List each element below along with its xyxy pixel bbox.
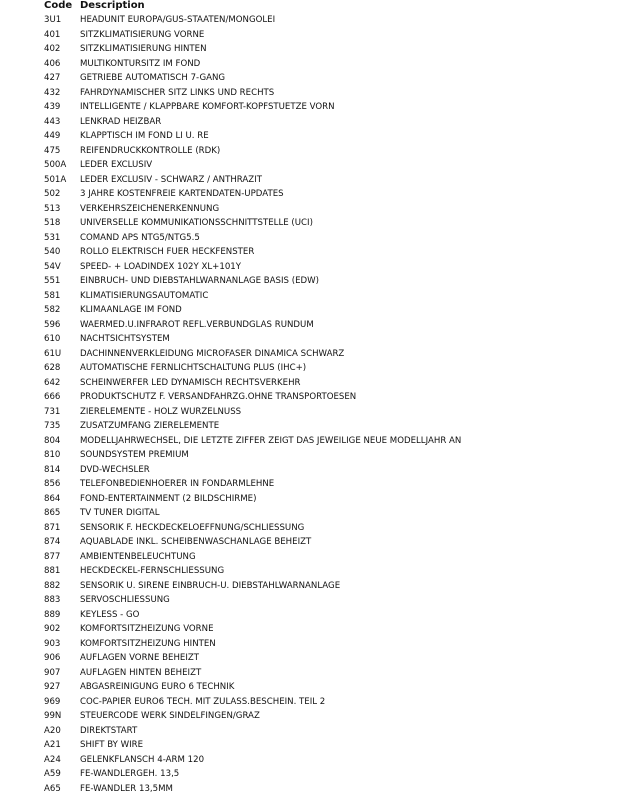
table-row: [44, 274, 604, 289]
table-row: [44, 593, 604, 608]
option-code: 531: [44, 232, 61, 243]
table-row: [44, 695, 604, 710]
header-code: Code: [44, 0, 73, 11]
option-description: NACHTSICHTSYSTEM: [80, 334, 170, 345]
option-code: 927: [44, 682, 61, 693]
table-row: [44, 144, 604, 159]
option-description: COMAND APS NTG5/NTG5.5: [80, 232, 200, 243]
option-description: AUTOMATISCHE FERNLICHTSCHALTUNG PLUS (IHC+): [80, 363, 307, 374]
table-header: [44, 0, 604, 13]
table-row: [44, 376, 604, 391]
option-code: 882: [44, 580, 61, 591]
option-description: LEDER EXCLUSIV - SCHWARZ / ANTHRAZIT: [80, 174, 262, 185]
table-row: [44, 651, 604, 666]
table-row: [44, 767, 604, 782]
option-code: 642: [44, 377, 61, 388]
option-description: INTELLIGENTE / KLAPPBARE KOMFORT-KOPFSTUETZE VORN: [80, 102, 335, 113]
option-code: 814: [44, 464, 61, 475]
table-row: [44, 709, 604, 724]
option-description: TELEFONBEDIENHOERER IN FONDARMLEHNE: [80, 479, 275, 490]
table-row: [44, 405, 604, 420]
option-description: DIREKTSTART: [80, 725, 138, 736]
option-code: A65: [44, 783, 61, 794]
option-description: GELENKFLANSCH 4-ARM 120: [80, 754, 205, 765]
option-code: 864: [44, 493, 61, 504]
table-row: [44, 492, 604, 507]
option-code-table: [44, 0, 604, 796]
option-description: 3 JAHRE KOSTENFREIE KARTENDATEN-UPDATES: [80, 189, 284, 200]
option-description: MULTIKONTURSITZ IM FOND: [80, 58, 201, 69]
option-code: 889: [44, 609, 61, 620]
option-description: KEYLESS - GO: [80, 609, 140, 620]
option-code: 902: [44, 624, 61, 635]
table-row: [44, 173, 604, 188]
table-row: [44, 608, 604, 623]
table-row: [44, 129, 604, 144]
option-description: SENSORIK F. HECKDECKELOEFFNUNG/SCHLIESSUNG: [80, 522, 305, 533]
table-row: [44, 550, 604, 565]
option-description: HEADUNIT EUROPA/GUS-STAATEN/MONGOLEI: [80, 15, 276, 26]
option-code: 969: [44, 696, 61, 707]
option-code: 666: [44, 392, 61, 403]
option-code: 596: [44, 319, 61, 330]
table-row: [44, 506, 604, 521]
option-code: 449: [44, 131, 61, 142]
option-code: 883: [44, 595, 61, 606]
option-description: FE-WANDLERGEH. 13,5: [80, 769, 180, 780]
table-row: [44, 245, 604, 260]
option-code: 502: [44, 189, 61, 200]
option-code: 735: [44, 421, 61, 432]
option-code: 581: [44, 290, 61, 301]
table-row: [44, 419, 604, 434]
option-code: 804: [44, 435, 61, 446]
option-description: KOMFORTSITZHEIZUNG VORNE: [80, 624, 214, 635]
option-description: STEUERCODE WERK SINDELFINGEN/GRAZ: [80, 711, 260, 722]
option-description: SOUNDSYSTEM PREMIUM: [80, 450, 189, 461]
table-row: [44, 289, 604, 304]
option-description: AMBIENTENBELEUCHTUNG: [80, 551, 196, 562]
option-description: FAHRDYNAMISCHER SITZ LINKS UND RECHTS: [80, 87, 275, 98]
header-description: Description: [80, 0, 145, 11]
option-description: VERKEHRSZEICHENERKENNUNG: [80, 203, 220, 214]
option-code: 518: [44, 218, 61, 229]
option-description: ROLLO ELEKTRISCH FUER HECKFENSTER: [80, 247, 255, 258]
table-row: [44, 390, 604, 405]
table-row: [44, 158, 604, 173]
option-code: A24: [44, 754, 61, 765]
table-row: [44, 361, 604, 376]
table-row: [44, 521, 604, 536]
table-row: [44, 622, 604, 637]
option-code: 402: [44, 44, 61, 55]
option-description: SCHEINWERFER LED DYNAMISCH RECHTSVERKEHR: [80, 377, 301, 388]
option-description: SPEED- + LOADINDEX 102Y XL+101Y: [80, 261, 242, 272]
table-row: [44, 477, 604, 492]
option-description: PRODUKTSCHUTZ F. VERSANDFAHRZG.OHNE TRANSPORTOESEN: [80, 392, 357, 403]
option-code: 475: [44, 145, 61, 156]
table-row: [44, 28, 604, 43]
table-row: [44, 535, 604, 550]
table-row: [44, 115, 604, 130]
table-row: [44, 100, 604, 115]
table-row: [44, 71, 604, 86]
option-description: EINBRUCH- UND DIEBSTAHLWARNANLAGE BASIS (EDW): [80, 276, 319, 287]
table-row: [44, 216, 604, 231]
table-row: [44, 434, 604, 449]
option-code: 881: [44, 566, 61, 577]
option-description: WAERMED.U.INFRAROT REFL.VERBUNDGLAS RUNDUM: [80, 319, 314, 330]
option-code: 551: [44, 276, 61, 287]
option-code: 540: [44, 247, 61, 258]
option-code: 513: [44, 203, 61, 214]
table-row: [44, 463, 604, 478]
table-row: [44, 724, 604, 739]
option-code: 432: [44, 87, 61, 98]
table-row: [44, 564, 604, 579]
option-description: AQUABLADE INKL. SCHEIBENWASCHANLAGE BEHEIZT: [80, 537, 312, 548]
option-code: 871: [44, 522, 61, 533]
option-code: 907: [44, 667, 61, 678]
option-description: UNIVERSELLE KOMMUNIKATIONSSCHNITTSTELLE (UCI): [80, 218, 313, 229]
option-description: DVD-WECHSLER: [80, 464, 150, 475]
option-description: SENSORIK U. SIRENE EINBRUCH-U. DIEBSTAHLWARNANLAGE: [80, 580, 341, 591]
table-row: [44, 738, 604, 753]
option-description: SERVOSCHLIESSUNG: [80, 595, 170, 606]
option-code: 874: [44, 537, 61, 548]
table-row: [44, 782, 604, 797]
option-code: 3U1: [44, 15, 62, 26]
option-code: 582: [44, 305, 61, 316]
table-row: [44, 57, 604, 72]
option-code: 903: [44, 638, 61, 649]
option-description: LEDER EXCLUSIV: [80, 160, 153, 171]
option-code: 856: [44, 479, 61, 490]
option-code: 501A: [44, 174, 67, 185]
table-row: [44, 680, 604, 695]
table-row: [44, 260, 604, 275]
option-code: 401: [44, 29, 61, 40]
option-description: TV TUNER DIGITAL: [80, 508, 160, 519]
option-description: COC-PAPIER EURO6 TECH. MIT ZULASS.BESCHEIN. TEIL 2: [80, 696, 326, 707]
table-row: [44, 753, 604, 768]
table-row: [44, 332, 604, 347]
option-code: 443: [44, 116, 61, 127]
option-code: 906: [44, 653, 61, 664]
option-description: AUFLAGEN VORNE BEHEIZT: [80, 653, 200, 664]
option-description: FOND-ENTERTAINMENT (2 BILDSCHIRME): [80, 493, 257, 504]
option-code: 731: [44, 406, 61, 417]
option-code: 865: [44, 508, 61, 519]
option-code: 99N: [44, 711, 62, 722]
option-description: AUFLAGEN HINTEN BEHEIZT: [80, 667, 202, 678]
option-code: 54V: [44, 261, 61, 272]
table-row: [44, 86, 604, 101]
option-code: 628: [44, 363, 61, 374]
option-code: 427: [44, 73, 61, 84]
option-code: 406: [44, 58, 61, 69]
option-description: SHIFT BY WIRE: [80, 740, 144, 751]
table-row: [44, 202, 604, 217]
option-description: DACHINNENVERKLEIDUNG MICROFASER DINAMICA SCHWARZ: [80, 348, 345, 359]
option-code: 61U: [44, 348, 62, 359]
option-description: ZUSATZUMFANG ZIERELEMENTE: [80, 421, 220, 432]
option-description: HECKDECKEL-FERNSCHLIESSUNG: [80, 566, 225, 577]
option-code: 877: [44, 551, 61, 562]
table-row: [44, 637, 604, 652]
table-row: [44, 231, 604, 246]
table-row: [44, 42, 604, 57]
option-code: A20: [44, 725, 61, 736]
option-code: A21: [44, 740, 61, 751]
option-code: 610: [44, 334, 61, 345]
option-description: KLIMAANLAGE IM FOND: [80, 305, 182, 316]
option-code: 439: [44, 102, 61, 113]
option-description: LENKRAD HEIZBAR: [80, 116, 162, 127]
option-description: REIFENDRUCKKONTROLLE (RDK): [80, 145, 221, 156]
option-code: A59: [44, 769, 61, 780]
table-row: [44, 347, 604, 362]
option-description: KOMFORTSITZHEIZUNG HINTEN: [80, 638, 216, 649]
option-code: 810: [44, 450, 61, 461]
option-description: FE-WANDLER 13,5MM: [80, 783, 173, 794]
table-row: [44, 187, 604, 202]
table-row: [44, 666, 604, 681]
option-description: SITZKLIMATISIERUNG VORNE: [80, 29, 205, 40]
option-description: KLIMATISIERUNGSAUTOMATIC: [80, 290, 209, 301]
option-code: 500A: [44, 160, 67, 171]
option-description: ABGASREINIGUNG EURO 6 TECHNIK: [80, 682, 235, 693]
option-description: GETRIEBE AUTOMATISCH 7-GANG: [80, 73, 226, 84]
option-description: MODELLJAHRWECHSEL, DIE LETZTE ZIFFER ZEIGT DAS JEWEILIGE NEUE MODELLJAHR AN: [80, 435, 462, 446]
table-body: [44, 13, 604, 796]
table-row: [44, 318, 604, 333]
option-description: KLAPPTISCH IM FOND LI U. RE: [80, 131, 209, 142]
table-row: [44, 13, 604, 28]
option-description: SITZKLIMATISIERUNG HINTEN: [80, 44, 207, 55]
table-row: [44, 579, 604, 594]
table-row: [44, 303, 604, 318]
option-description: ZIERELEMENTE - HOLZ WURZELNUSS: [80, 406, 242, 417]
table-row: [44, 448, 604, 463]
